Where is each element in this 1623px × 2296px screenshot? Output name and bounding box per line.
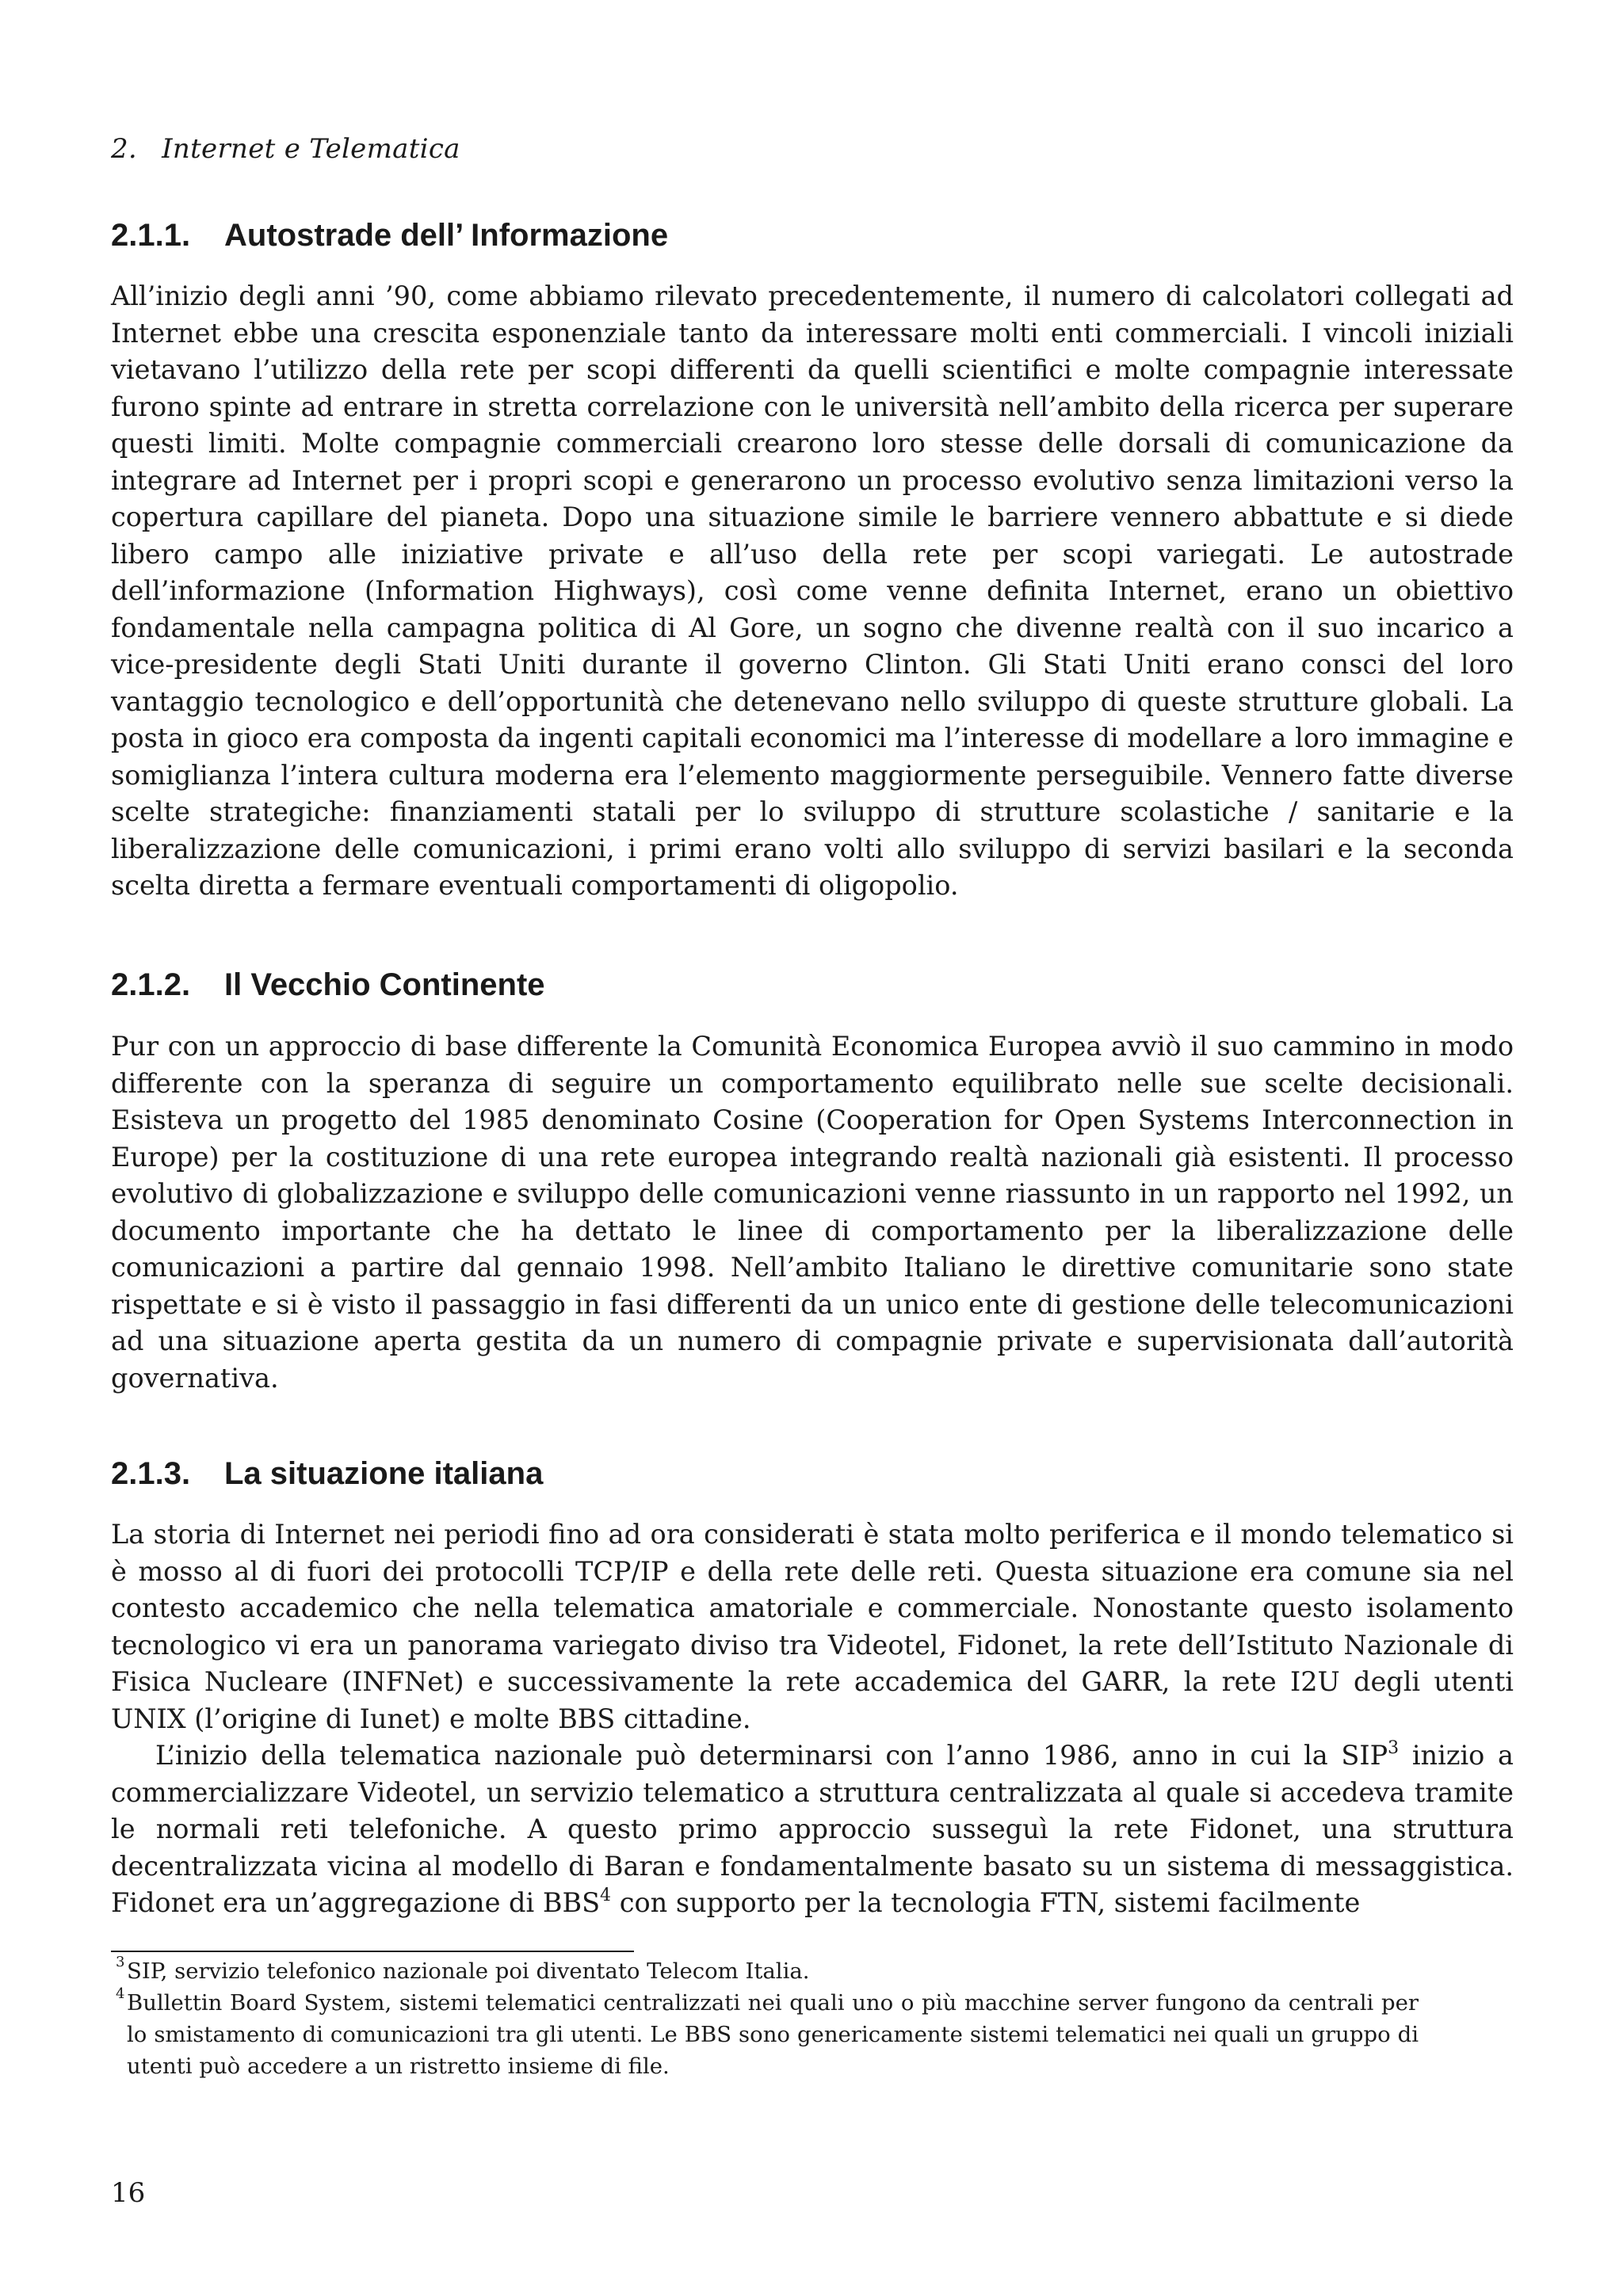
footnote-4 [111,1987,1419,2082]
footnote-divider [111,1951,634,1952]
section-body-2-1-1 [111,278,1514,905]
footnote-mark: 3 [116,1954,125,1970]
section-number: 2.1.1. [111,218,191,253]
section-number: 2.1.3. [111,1456,191,1491]
section-title: Il Vecchio Continente [224,967,545,1002]
chapter-title: Internet e Telematica [162,133,460,165]
section-body-2-1-3 [111,1516,1514,1922]
footnote-3 [111,1955,1419,1987]
section-number: 2.1.2. [111,967,191,1002]
section-body-2-1-2 [111,1028,1514,1397]
footnote-mark: 4 [116,1985,125,2002]
section-heading-2-1-1 [111,218,668,254]
section-heading-2-1-3 [111,1456,543,1492]
paragraph [111,1737,1514,1922]
footnotes [111,1955,1419,2082]
paragraph: La storia di Internet nei periodi fino ad ora considerati è stata molto periferica e il mondo telematico si è mosso al di fuori dei protocolli TCP/IP e della rete delle reti. Questa situazione era comune sia nel contesto accademico che nella telematica amatoriale e commerciale. Nonostante questo isolamento tecnologico vi era un panorama variegato diviso tra Videotel, Fidonet, la rete dell’Istituto Nazionale di Fisica Nucleare (INFNet) e successivamente la rete accademica del GARR, la rete I2U degli utenti UNIX (l’origine di Iunet) e molte BBS cittadine. [111,1519,1514,1734]
paragraph-text: inizio a commercializzare Videotel, un servizio telematico a struttura centralizzata al quale si accedeva tramite le normali reti telefoniche. A questo primo approccio susseguì la rete Fidonet, una struttura decentralizzata vicina al modello di Baran e fondamentalmente basato su un sistema di messaggistica. Fidonet era un’aggregazione di BBS [111,1740,1514,1918]
footnote-ref-3[interactable]: 3 [1388,1738,1400,1758]
footnote-ref-4[interactable]: 4 [600,1886,612,1905]
footnote-text: Bullettin Board System, sistemi telematici centralizzati nei quali uno o più macchine server fungono da centrali per lo smistamento di comunicazioni tra gli utenti. Le BBS sono genericamente sistemi telematici nei quali un gruppo di utenti può accedere a un ristretto insieme di file. [127,1990,1419,2079]
paragraph: All’inizio degli anni ’90, come abbiamo rilevato precedentemente, il numero di calcolatori collegati ad Internet ebbe una crescita esponenziale tanto da interessare molti enti commerciali. I vincoli iniziali vietavano l’utilizzo della rete per scopi differenti da quelli scientifici e molte compagnie interessate furono spinte ad entrare in stretta correlazione con le università nell’ambito della ricerca per superare questi limiti. Molte compagnie commerciali crearono loro stesse delle dorsali di comunicazione da integrare ad Internet per i propri scopi e generarono un processo evolutivo senza limitazioni verso la copertura capillare del pianeta. Dopo una situazione simile le barriere vennero abbattute e si diede libero campo alle iniziative private e all’uso della rete per scopi variegati. Le autostrade dell’informazione (Information Highways), così come venne definita Internet, erano un obiettivo fondamentale nella campagna politica di Al Gore, un sogno che divenne realtà con il suo incarico a vice-presidente degli Stati Uniti durante il governo Clinton. Gli Stati Uniti erano consci del loro vantaggio tecnologico e dell’opportunità che detenevano nello sviluppo di queste strutture globali. La posta in gioco era composta da ingenti capitali economici ma l’interesse di modellare a loro immagine e somiglianza l’intera cultura moderna era l’elemento maggiormente perseguibile. Vennero fatte diverse scelte strategiche: finanziamenti statali per lo sviluppo di strutture scolastiche / sanitarie e la liberalizzazione delle comunicazioni, i primi erano volti allo sviluppo di servizi basilari e la seconda scelta diretta a fermare eventuali comportamenti di oligopolio. [111,280,1514,901]
chapter-number: 2. [111,133,138,165]
page-number: 16 [111,2177,146,2209]
section-title: La situazione italiana [224,1456,544,1491]
section-title: Autostrade dell’ Informazione [224,218,669,253]
paragraph-text: L’inizio della telematica nazionale può determinarsi con l’anno 1986, anno in cui la SIP [155,1740,1388,1771]
running-header [111,133,460,165]
section-heading-2-1-2 [111,967,545,1003]
footnote-text: SIP, servizio telefonico nazionale poi diventato Telecom Italia. [127,1958,810,1984]
paragraph-text: con supporto per la tecnologia FTN, sistemi facilmente [611,1887,1361,1918]
paragraph: Pur con un approccio di base differente la Comunità Economica Europea avviò il suo cammino in modo differente con la speranza di seguire un comportamento equilibrato nelle sue scelte decisionali. Esisteva un progetto del 1985 denominato Cosine (Cooperation for Open Systems Interconnection in Europe) per la costituzione di una rete europea integrando realtà nazionali già esistenti. Il processo evolutivo di globalizzazione e sviluppo delle comunicazioni venne riassunto in un rapporto nel 1992, un documento importante che ha dettato le linee di comportamento per la liberalizzazione delle comunicazioni a partire dal gennaio 1998. Nell’ambito Italiano le direttive comunitarie sono state rispettate e si è visto il passaggio in fasi differenti da un unico ente di gestione delle telecomunicazioni ad una situazione aperta gestita da un numero di compagnie private e supervisionata dall’autorità governativa. [111,1031,1514,1394]
